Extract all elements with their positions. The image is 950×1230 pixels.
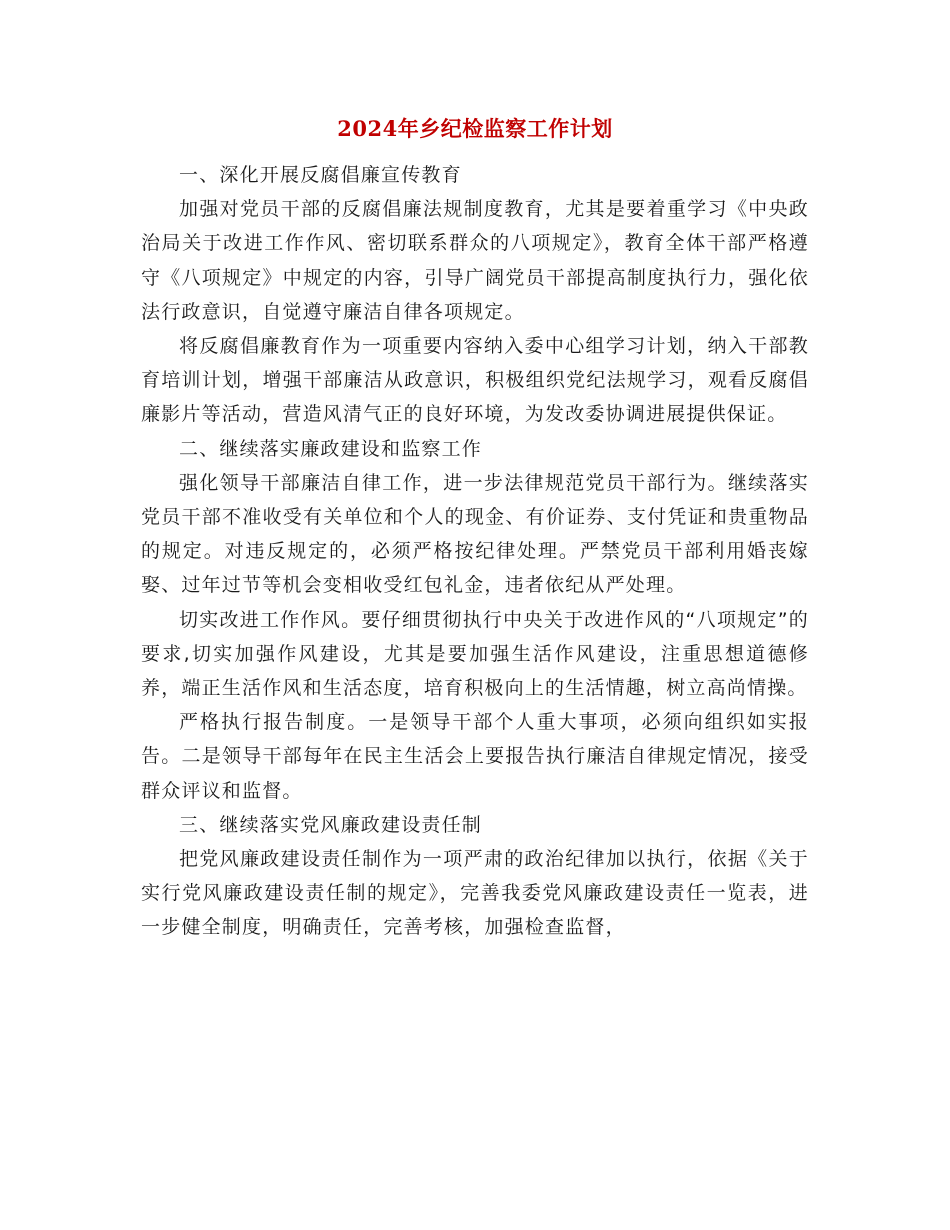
document-body xyxy=(141,158,809,945)
section-heading-2: 二、继续落实廉政建设和监察工作 xyxy=(179,437,483,460)
section-heading-3: 三、继续落实党风廉政建设责任制 xyxy=(179,813,483,836)
paragraph: 强化领导干部廉洁自律工作，进一步法律规范党员干部行为。继续落实党员干部不准收受有关单位和个人的现金、有价证券、支付凭证和贵重物品的规定。对违反规定的，必须严格按纪律处理。严禁党员干部利用婚丧嫁娶、过年过节等机会变相收受红包礼金，违者依纪从严处理。 xyxy=(141,471,809,597)
section-heading-1: 一、深化开展反腐倡廉宣传教育 xyxy=(179,164,462,186)
document-title: 2024年乡纪检监察工作计划 xyxy=(337,116,613,141)
paragraph: 把党风廉政建设责任制作为一项严肃的政治纪律加以执行，依据《关于实行党风廉政建设责任制的规定》，完善我委党风廉政建设责任一览表，进一步健全制度，明确责任，完善考核，加强检查监督， xyxy=(141,848,809,939)
paragraph: 加强对党员干部的反腐倡廉法规制度教育，尤其是要着重学习《中央政治局关于改进工作作风、密切联系群众的八项规定》，教育全体干部严格遵守《八项规定》中规定的内容，引导广阔党员干部提高制度执行力，强化依法行政意识，自觉遵守廉洁自律各项规定。 xyxy=(141,198,809,323)
paragraph: 严格执行报告制度。一是领导干部个人重大事项，必须向组织如实报告。二是领导干部每年在民主生活会上要报告执行廉洁自律规定情况，接受群众评议和监督。 xyxy=(141,711,809,802)
paragraph: 将反腐倡廉教育作为一项重要内容纳入委中心组学习计划，纳入干部教育培训计划，增强干部廉洁从政意识，积极组织党纪法规学习，观看反腐倡廉影片等活动，营造风清气正的良好环境，为发改委协调进展提供保证。 xyxy=(141,335,809,426)
paragraph: 切实改进工作作风。要仔细贯彻执行中央关于改进作风的“八项规定”的要求,切实加强作风建设，尤其是要加强生活作风建设，注重思想道德修养，端正生活作风和生活态度，培育积极向上的生活情趣，树立高尚情操。 xyxy=(141,608,809,700)
